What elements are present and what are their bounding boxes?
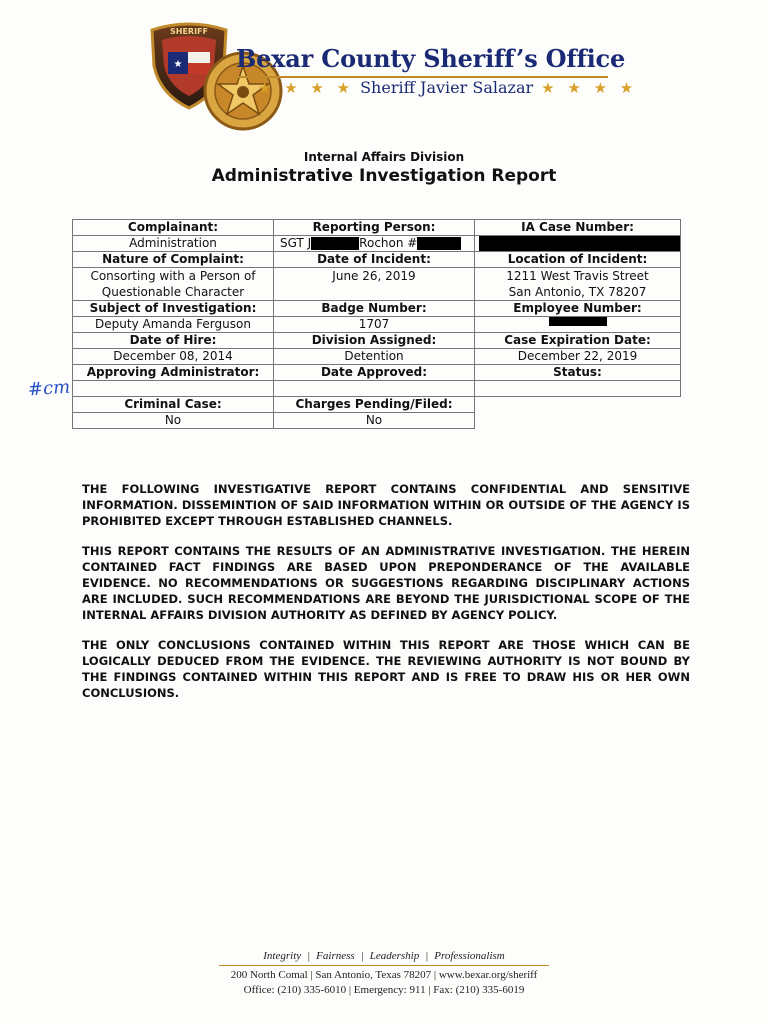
value-professionalism: Professionalism [434, 950, 505, 962]
svg-text:★: ★ [173, 59, 183, 70]
subject-of-investigation-value: Deputy Amanda Ferguson [73, 317, 274, 333]
sheriff-line [258, 78, 637, 97]
ia-case-number-label: IA Case Number: [475, 220, 681, 236]
date-approved-label: Date Approved: [274, 365, 475, 381]
date-of-incident-value: June 26, 2019 [274, 268, 475, 301]
handwritten-annotation: #cm [27, 376, 71, 401]
division-assigned-value: Detention [274, 349, 475, 365]
reporting-person-name: Rochon # [359, 236, 418, 250]
letterhead [140, 14, 638, 126]
table-row [73, 252, 681, 268]
footer-phones: Office: (210) 335-6010 | Emergency: 911 | Fax: (210) 335-6019 [243, 984, 525, 996]
date-of-hire-label: Date of Hire: [73, 333, 274, 349]
status-value [475, 381, 681, 397]
nature-line-2: Questionable Character [101, 285, 245, 299]
reporting-person-prefix: SGT J [280, 236, 312, 250]
nature-of-complaint-value [73, 268, 274, 301]
value-fairness: Fairness [316, 950, 355, 962]
table-row [73, 220, 681, 236]
charges-pending-label: Charges Pending/Filed: [274, 397, 475, 413]
case-expiration-date-value: December 22, 2019 [475, 349, 681, 365]
table-row [73, 365, 681, 381]
employee-number-value [475, 317, 681, 333]
subject-of-investigation-label: Subject of Investigation: [73, 301, 274, 317]
value-integrity: Integrity [263, 950, 302, 962]
redaction-bar [549, 317, 607, 327]
location-of-incident-label: Location of Incident: [475, 252, 681, 268]
table-row [73, 236, 681, 252]
table-row [73, 268, 681, 301]
location-of-incident-value [475, 268, 681, 301]
badge-number-label: Badge Number: [274, 301, 475, 317]
footer-separator: | [307, 950, 311, 962]
reporting-person-label: Reporting Person: [274, 220, 475, 236]
nature-of-complaint-label: Nature of Complaint: [73, 252, 274, 268]
criminal-case-value: No [73, 413, 274, 429]
redaction-bar [311, 237, 359, 250]
table-row [73, 381, 681, 397]
table-row [73, 413, 681, 429]
date-of-incident-label: Date of Incident: [274, 252, 475, 268]
stars-left-icon: ★ ★ ★ ★ [258, 79, 355, 97]
status-label: Status: [475, 365, 681, 381]
report-title: Administrative Investigation Report [211, 166, 557, 186]
footer-rule [219, 965, 549, 966]
stars-right-icon: ★ ★ ★ ★ [541, 79, 638, 97]
notice-paragraph: THE FOLLOWING INVESTIGATIVE REPORT CONTAINS CONFIDENTIAL AND SENSITIVE INFORMATION. DISSEMINTION OF SAID INFORMATION WITHIN OR OUTSIDE OF THE AGENCY IS PROHIBITED EXCEPT THROUGH ESTABLISHED CHANNELS. [82, 482, 690, 528]
footer-values [0, 950, 768, 962]
division-assigned-label: Division Assigned: [274, 333, 475, 349]
location-line-2: San Antonio, TX 78207 [508, 285, 647, 299]
division-heading: Internal Affairs Division [303, 150, 465, 164]
table-row [73, 349, 681, 365]
employee-number-label: Employee Number: [475, 301, 681, 317]
case-info-table [72, 219, 681, 429]
criminal-case-label: Criminal Case: [73, 397, 274, 413]
footer-separator: | [425, 950, 429, 962]
date-approved-value [274, 381, 475, 397]
notice-paragraph: THE ONLY CONCLUSIONS CONTAINED WITHIN THIS REPORT ARE THOSE WHICH CAN BE LOGICALLY DEDUCED FROM THE EVIDENCE. THE REVIEWING AUTHORITY IS NOT BOUND BY THE FINDINGS CONTAINED WITHIN THIS REPORT AND IS FREE TO DRAW HIS OR HER OWN CONCLUSIONS. [82, 638, 690, 700]
value-leadership: Leadership [369, 950, 420, 962]
sheriff-name: Sheriff Javier Salazar [360, 78, 534, 97]
table-row [73, 301, 681, 317]
location-line-1: 1211 West Travis Street [506, 269, 649, 283]
ia-case-number-value [475, 236, 681, 252]
complainant-value: Administration [73, 236, 274, 252]
complainant-label: Complainant: [73, 220, 274, 236]
approving-administrator-label: Approving Administrator: [73, 365, 274, 381]
reporting-person-value [274, 236, 475, 252]
table-row [73, 333, 681, 349]
badge-lettering: SHERIFF [170, 27, 208, 36]
date-of-hire-value: December 08, 2014 [73, 349, 274, 365]
footer [0, 950, 768, 998]
footer-separator: | [360, 950, 364, 962]
case-expiration-date-label: Case Expiration Date: [475, 333, 681, 349]
table-row [73, 397, 681, 413]
confidentiality-notice [82, 481, 690, 715]
footer-address: 200 North Comal | San Antonio, Texas 78207 | www.bexar.org/sheriff [230, 969, 538, 981]
redaction-bar [479, 236, 681, 251]
badge-number-value: 1707 [274, 317, 475, 333]
nature-line-1: Consorting with a Person of [90, 269, 256, 283]
org-name: Bexar County Sheriff’s Office [236, 44, 626, 73]
notice-paragraph: THIS REPORT CONTAINS THE RESULTS OF AN ADMINISTRATIVE INVESTIGATION. THE HEREIN CONTAINED FACT FINDINGS ARE BASED UPON PREPONDERANCE OF THE AVAILABLE EVIDENCE. NO RECOMMENDATIONS OR SUGGESTIONS REGARDING DISCIPLINARY ACTIONS ARE INCLUDED. SUCH RECOMMENDATIONS ARE BEYOND THE JURISDICTIONAL SCOPE OF THE INTERNAL AFFAIRS DIVISION AUTHORITY AS DEFINED BY AGENCY POLICY. [82, 544, 690, 622]
charges-pending-value: No [274, 413, 475, 429]
table-row [73, 317, 681, 333]
redaction-bar [417, 237, 461, 250]
approving-administrator-value [73, 381, 274, 397]
